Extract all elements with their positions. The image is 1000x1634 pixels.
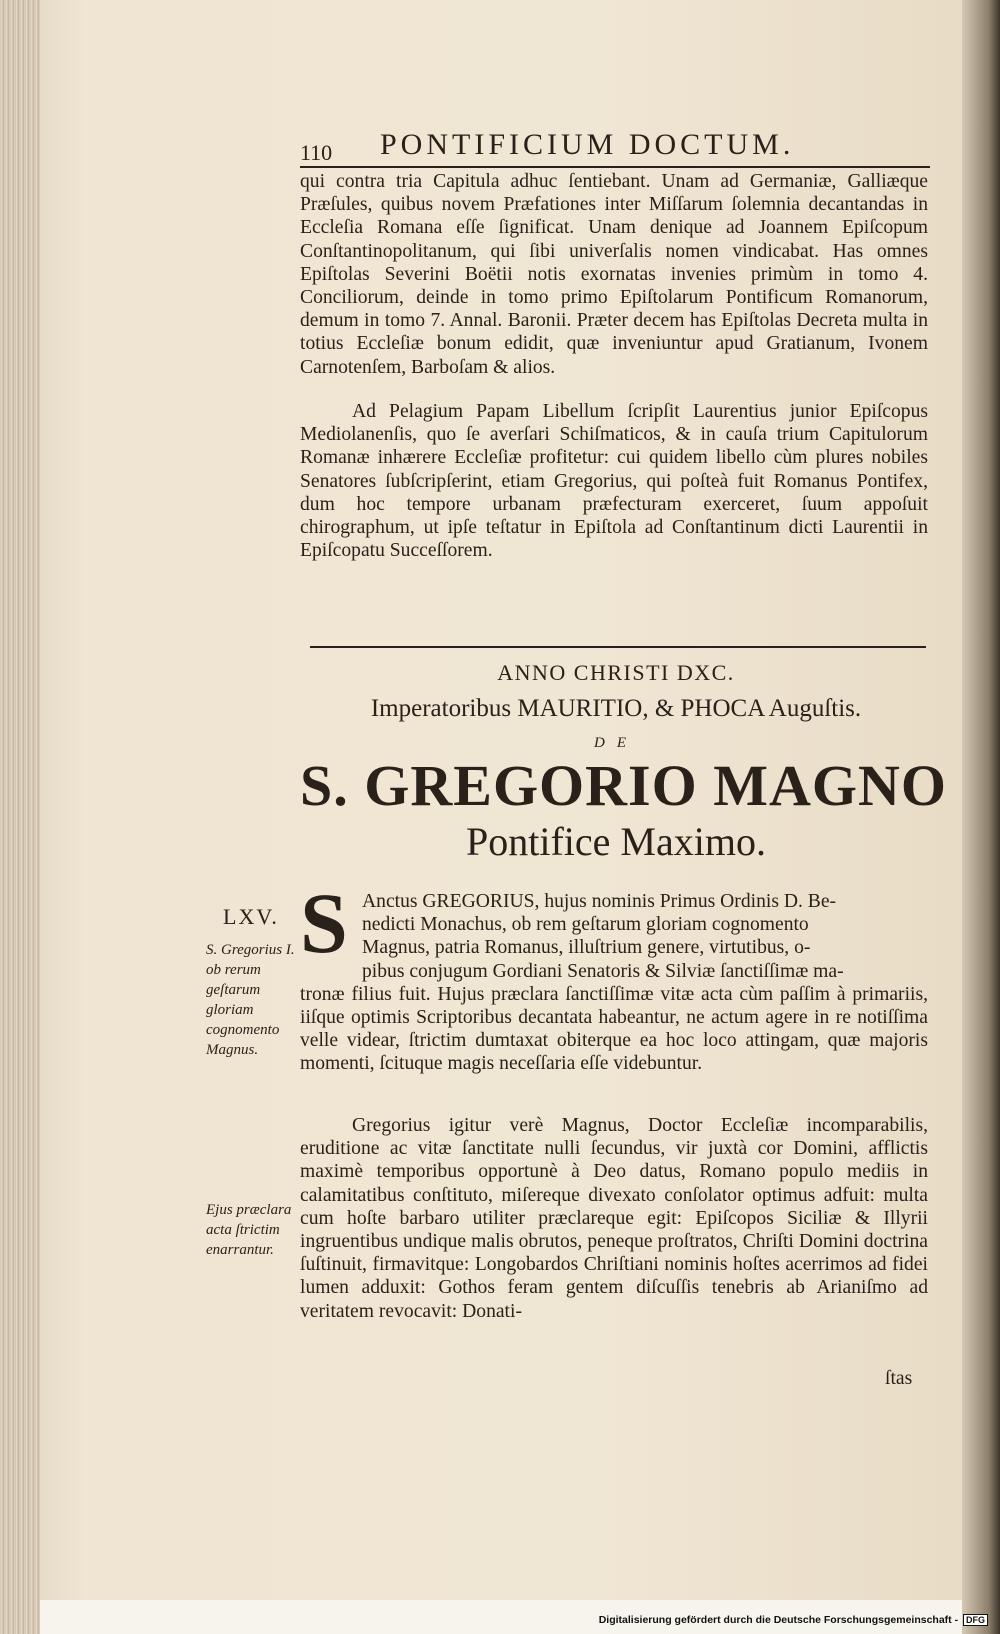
page-number: 110 bbox=[300, 140, 333, 165]
emperors-suffix: Auguſtis. bbox=[768, 695, 862, 722]
emperors-prefix: Imperatoribus bbox=[370, 695, 512, 722]
emperors-heading bbox=[270, 695, 962, 723]
book-right-edge bbox=[962, 0, 1000, 1634]
text-line: Magnus, patria Romanus, illuſtrium genere, virtutibus, o- bbox=[362, 937, 811, 959]
anno-heading: ANNO CHRISTI DXC. bbox=[497, 660, 735, 685]
paragraph-pelagium: Ad Pelagium Papam Libellum ſcripſit Laurentius junior Epiſcopus Mediolanenſis, quo ſe averſari Schiſmaticos, & in cauſa trium Capitulorum Romanæ inhærere Eccleſiæ profitetur: cui quidem libello cùm plures nobiles Senatores ſubſcripſerint, etiam Gregorius, qui poſteà fuit Romanus Pontifex, dum hoc tempore urbanam præfecturam exerceret, ſuum appoſuit chirographum, ut ipſe teſtatur in Epiſtola ad Conſtantinum dicti Laurentii in Epiſcopatu Succeſſorem. bbox=[300, 401, 928, 562]
margin-note-gregorius: S. Gregorius I. ob rerum geſtarum gloriam cognomento Magnus. bbox=[206, 942, 295, 1058]
de-heading: DE bbox=[594, 735, 638, 751]
digitization-footer bbox=[599, 1614, 988, 1626]
margin-note-acta: Ejus præclara acta ſtrictim enarrantur. bbox=[206, 1202, 292, 1258]
paragraph-gregorius-igitur: Gregorius igitur verè Magnus, Doctor Eccleſiæ incomparabilis, eruditione ac vitæ ſanctitate nulli ſecundus, vir juxtà cor Domini, afflictis maximè temporibus opportunè à Deo datus, Romano populo mediis in calamitatibus conſtituto, miſereque divexato conſolator optimus adfuit: multa cum hoſte barbaro utiliter præclareque egit: Epiſcopos Siciliæ & Illyrii ingruentibus undique malis obrutos, peneque proſtratos, Chriſti Domini doctrina ſuſtinuit, firmavitque: Longobardos Chriſtiani nominis hoſtes acerrimos ad fidei lumen adduxit: Gothos feram gentem diſcuſſis tenebris ab Arianiſmo ad veritatem revocavit: Donati- bbox=[300, 1115, 928, 1322]
saint-title: S. GREGORIO MAGNO bbox=[300, 753, 947, 818]
text-line: pibus conjugum Gordiani Senatoris & Silviæ ſanctiſſimæ ma- bbox=[362, 960, 844, 982]
section-divider bbox=[310, 646, 926, 648]
book-page-edges bbox=[0, 0, 40, 1634]
saint-subtitle: Pontifice Maximo. bbox=[466, 819, 766, 864]
header-rule bbox=[300, 166, 930, 168]
paragraph-sanctus-gregorius bbox=[300, 890, 928, 1076]
emperors-names: MAURITIO, & PHOCA bbox=[517, 695, 764, 722]
paragraph-continuation: tronæ filius fuit. Hujus præclara ſanctiſſimæ vitæ acta cùm paſſim à primariis, iiſque optimis Scriptoribus decantata habeantur, ne actum agere in re notiſſima velle videar, ſtrictim dumtaxat obiterque ea hoc loco attingam, quæ majoris momenti, ſcituque magis neceſſaria eſſe videbuntur. bbox=[300, 983, 928, 1075]
book-page bbox=[40, 0, 962, 1600]
page-header bbox=[270, 122, 932, 165]
text-line: nedicti Monachus, ob rem geſtarum gloriam cognomento bbox=[362, 914, 809, 936]
running-head: PONTIFICIUM DOCTUM. bbox=[380, 128, 795, 161]
footer-text: Digitalisierung gefördert durch die Deutsche Forschungsgemeinschaft - bbox=[598, 1614, 959, 1626]
text-line: Anctus GREGORIUS, hujus nominis Primus Ordinis D. Be- bbox=[362, 891, 837, 912]
catchword: ſtas bbox=[885, 1368, 913, 1389]
dfg-logo: DFG bbox=[963, 1614, 988, 1626]
section-number: LXV. bbox=[223, 904, 279, 929]
paragraph-epistolae: qui contra tria Capitula adhuc ſentiebant. Unam ad Germaniæ, Galliæque Præſules, quibus novem Præfationes inter Miſſarum ſolemnia decantandas in Eccleſia Romana eſſe ſignificat. Unam denique ad Joannem Epiſcopum Conſtantinopolitanum, qui ſibi univerſalis nomen vindicabat. Has omnes Epiſtolas Severini Boëtii notis exornatas invenies primùm in tomo 4. Conciliorum, deinde in tomo primo Epiſtolarum Pontificum Romanorum, demum in tomo 7. Annal. Baronii. Præter decem has Epiſtolas Decreta multa in totius Eccleſiæ bonum edidit, quæ inveniuntur apud Gratianum, Ivonem Carnotenſem, Barboſam & alios. bbox=[300, 171, 928, 378]
drop-cap: S bbox=[300, 875, 348, 971]
